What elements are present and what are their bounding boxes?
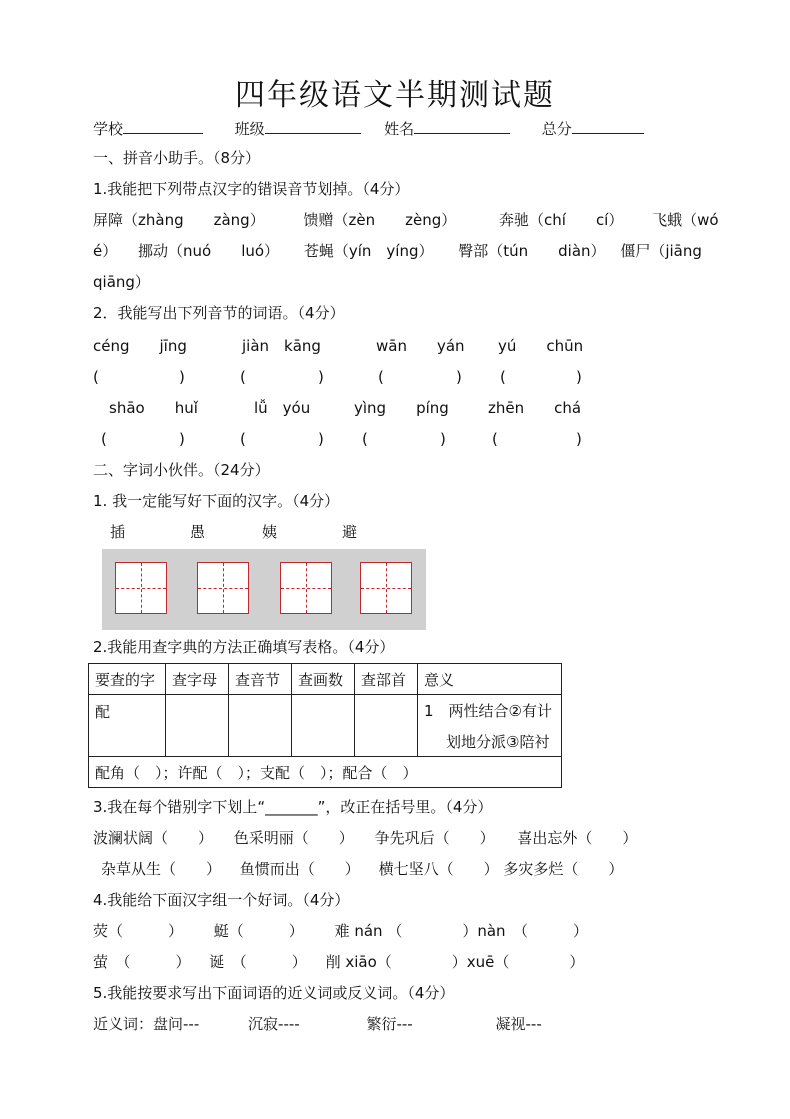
meaning-line: 1 两性结合②有计	[424, 702, 552, 720]
pinyin-group: céng jīng	[93, 337, 187, 355]
table-header: 查音节	[229, 664, 292, 695]
q3-item: 喜出忘外（ ）	[517, 829, 638, 847]
dictionary-table	[88, 663, 562, 788]
q1-item: 飞蛾（wó	[652, 211, 719, 229]
school-blank[interactable]	[123, 117, 203, 134]
writing-grid-panel	[102, 549, 426, 630]
q3-row2	[101, 859, 623, 879]
score-label: 总分	[541, 120, 572, 138]
q4-row1	[93, 921, 588, 941]
section2-heading: 二、字词小伙伴。（24分）	[93, 461, 270, 479]
q1-item: 挪动（nuó luó）	[138, 242, 280, 260]
q1-item: 屏障（zhàng zàng）	[93, 211, 265, 229]
meaning-line: 划地分派③陪衬	[446, 733, 550, 751]
writing-cell[interactable]	[360, 562, 412, 614]
q3-item: 鱼惯而出（ ）	[239, 860, 360, 878]
s2-q4: 4.我能给下面汉字组一个好词。（4分）	[93, 891, 350, 909]
table-cell-char: 配	[89, 695, 166, 757]
q4-item: 削 xiāo（ ）xuē（ ）	[325, 953, 585, 971]
class-blank[interactable]	[265, 117, 361, 134]
q3-item: 杂草从生（ ）	[101, 860, 222, 878]
writing-cell[interactable]	[115, 562, 167, 614]
s2-q1: 1. 我一定能写好下面的汉字。（4分）	[93, 492, 340, 510]
q5-item: 近义词：盘问---	[93, 1015, 200, 1033]
q4-item: 诞 （ ）	[209, 953, 307, 971]
section1-heading: 一、拼音小助手。（8分）	[93, 149, 261, 167]
table-header: 查画数	[292, 664, 355, 695]
q4-item: 荧（ ）	[93, 922, 184, 940]
q5-item: 繁衍---	[366, 1015, 413, 1033]
answer-close-paren: )	[318, 430, 324, 448]
q1-row2	[93, 241, 702, 261]
writing-cell[interactable]	[197, 562, 249, 614]
answer-open-paren: (	[93, 368, 99, 386]
answer-close-paren: )	[179, 430, 185, 448]
pinyin-group: zhēn chá	[488, 399, 582, 417]
q5-item: 凝视---	[495, 1015, 542, 1033]
pinyin-group: wān yán	[376, 337, 465, 355]
answer-close-paren: )	[179, 368, 185, 386]
answer-open-paren: (	[500, 368, 506, 386]
pinyin-group: shāo huǐ	[109, 399, 198, 417]
q3-item: 横七坚八（ ）	[378, 860, 499, 878]
q1-item: é）	[93, 242, 118, 260]
s2-q2: 2.我能用查字典的方法正确填写表格。（4分）	[93, 638, 395, 656]
answer-open-paren: (	[240, 430, 246, 448]
q1-item: 僵尸（jiāng	[620, 242, 702, 260]
class-label: 班级	[234, 120, 265, 138]
q4-item: 萤 （ ）	[93, 953, 191, 971]
q3-item: 色采明丽（ ）	[233, 829, 354, 847]
s2-q5: 5.我能按要求写出下面词语的近义词或反义词。（4分）	[93, 984, 455, 1002]
answer-close-paren: )	[576, 430, 582, 448]
table-cell-blank[interactable]	[292, 695, 355, 757]
answer-close-paren: )	[440, 430, 446, 448]
answer-close-paren: )	[318, 368, 324, 386]
table-header: 查部首	[355, 664, 418, 695]
practice-char: 姨	[262, 523, 278, 541]
q3-item: 波澜状阔（ ）	[93, 829, 214, 847]
pinyin-group: jiàn kāng	[242, 337, 321, 355]
answer-close-paren: )	[576, 368, 582, 386]
q1-row3: qiāng）	[93, 273, 150, 291]
page-title: 四年级语文半期测试题	[235, 78, 555, 113]
practice-char: 避	[342, 523, 358, 541]
table-cell-blank[interactable]	[355, 695, 418, 757]
q1-item: 馈赠（zèn zèng）	[303, 211, 457, 229]
q3-item: 多灾多烂（ ）	[503, 860, 624, 878]
q5-item: 沉寂----	[248, 1015, 300, 1033]
q1-item: 臀部（tún diàn）	[458, 242, 606, 260]
answer-close-paren: )	[456, 368, 462, 386]
answer-open-paren: (	[362, 430, 368, 448]
q1-item: 奔驰（chí cí）	[499, 211, 624, 229]
school-label: 学校	[93, 120, 124, 138]
q4-item: 难 nán （ ）nàn （ ）	[334, 922, 589, 940]
answer-open-paren: (	[378, 368, 384, 386]
table-cell-blank[interactable]	[166, 695, 229, 757]
writing-cell[interactable]	[280, 562, 332, 614]
pinyin-group: yìng píng	[354, 399, 449, 417]
q4-row2	[93, 952, 584, 972]
q3-row1	[93, 828, 637, 848]
q1-item: 苍蝇（yín yíng）	[303, 242, 434, 260]
table-cell-blank[interactable]	[229, 695, 292, 757]
pinyin-group: yú chūn	[498, 337, 584, 355]
name-label: 姓名	[384, 120, 415, 138]
table-header: 要查的字	[89, 664, 166, 695]
table-header: 查字母	[166, 664, 229, 695]
name-blank[interactable]	[414, 117, 510, 134]
pinyin-group: lǚ yóu	[254, 399, 311, 417]
answer-open-paren: (	[240, 368, 246, 386]
s1-q1: 1.我能把下列带点汉字的错误音节划掉。（4分）	[93, 180, 410, 198]
s2-q3: 3.我在每个错别字下划上“_______”，改正在括号里。（4分）	[93, 798, 493, 816]
answer-open-paren: (	[492, 430, 498, 448]
table-cell-meaning	[418, 695, 562, 757]
q3-item: 争先巩后（ ）	[374, 829, 495, 847]
q1-row1	[93, 210, 719, 230]
q5-row	[93, 1014, 542, 1034]
answer-open-paren: (	[101, 430, 107, 448]
score-blank[interactable]	[572, 117, 644, 134]
s1-q2: 2．我能写出下列音节的词语。（4分）	[93, 304, 345, 322]
table-header: 意义	[418, 664, 562, 695]
practice-char: 愚	[190, 523, 206, 541]
header-fields	[93, 117, 644, 139]
q4-item: 蜓（ ）	[213, 922, 304, 940]
table-words-row: 配角（ ）；许配（ ）；支配（ ）；配合（ ）	[89, 757, 562, 788]
practice-char: 插	[110, 523, 126, 541]
